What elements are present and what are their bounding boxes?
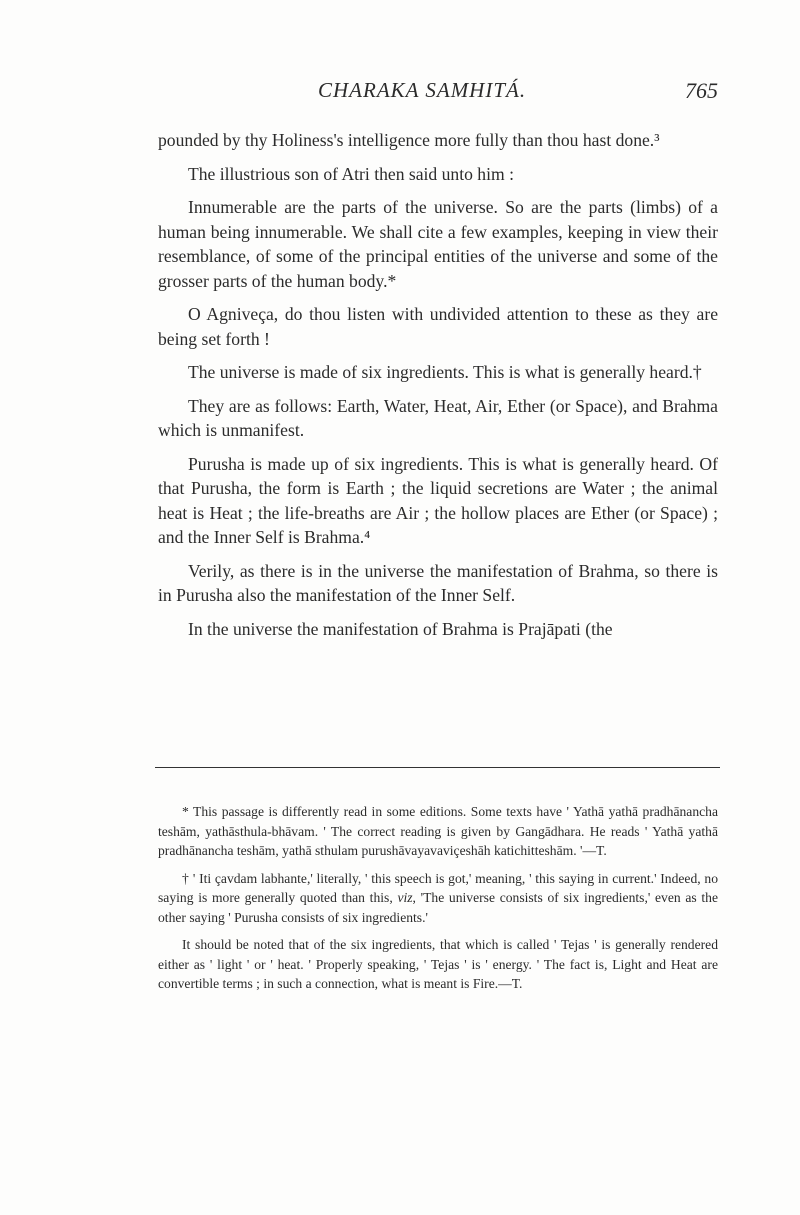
paragraph: The universe is made of six ingredients. This is what is generally heard.† bbox=[188, 362, 702, 382]
body-text bbox=[158, 128, 718, 650]
footnote-tejas: It should be noted that of the six ingredients, that which is called ' Tejas ' is generally rendered either as ' light ' or ' heat. ' Properly speaking, ' Tejas ' is ' energy. ' The fact is, Light and Heat are convertible terms ; in such a connection, what is meant is Fire.—T. bbox=[158, 937, 718, 991]
paragraph: Purusha is made up of six ingredients. This is what is generally heard. Of that Purusha, the form is Earth ; the liquid secretions are Water ; the animal heat is Heat ; the life-breaths are Air ; the hollow places are Ether (or Space) ; and the Inner Self is Brahma.⁴ bbox=[158, 453, 718, 547]
paragraph: In the universe the manifestation of Brahma is Prajāpati (the bbox=[188, 618, 613, 639]
paragraph: They are as follows: Earth, Water, Heat, Air, Ether (or Space), and Brahma which is unmanifest. bbox=[158, 395, 718, 440]
paragraph: The illustrious son of Atri then said unto him : bbox=[188, 163, 514, 184]
footnote-text: † ' Iti çavdam labhante,' literally, ' this speech is got,' meaning, ' this saying in current.' Indeed, no saying is more generally quoted than this, bbox=[158, 870, 718, 905]
page-number: 765 bbox=[685, 78, 718, 103]
running-title: CHARAKA SAMHITÁ. bbox=[318, 78, 527, 102]
footnote-viz: viz bbox=[397, 890, 413, 905]
footnote-dagger bbox=[158, 869, 718, 928]
footnotes bbox=[158, 802, 718, 1002]
page-header bbox=[158, 78, 718, 112]
paragraph: Innumerable are the parts of the universe. So are the parts (limbs) of a human being innumerable. We shall cite a few examples, keeping in view their resemblance, of some of the principal entities of the universe and some of the grosser parts of the human body.* bbox=[158, 197, 718, 291]
paragraph: pounded by thy Holiness's intelligence more fully than thou hast done.³ bbox=[158, 130, 660, 150]
paragraph: O Agniveça, do thou listen with undivided attention to these as they are being set forth ! bbox=[158, 304, 718, 349]
footnote-text: , 'The universe consists of six ingredients,' even as the other saying ' Purusha consists of six ingredients.' bbox=[158, 890, 718, 925]
footnote-asterisk: * This passage is differently read in some editions. Some texts have ' Yathā yathā pradhānancha teshām, yathāsthula-bhāvam. ' The correct reading is given by Gangādhara. He reads ' Yathā yathā pradhānancha teshām, yathā sthulam purushāvayavaviçeshāh katichitteshām. '—T. bbox=[158, 804, 718, 858]
paragraph: Verily, as there is in the universe the manifestation of Brahma, so there is in Purusha also the manifestation of the Inner Self. bbox=[158, 560, 718, 605]
footnote-divider bbox=[155, 767, 720, 768]
